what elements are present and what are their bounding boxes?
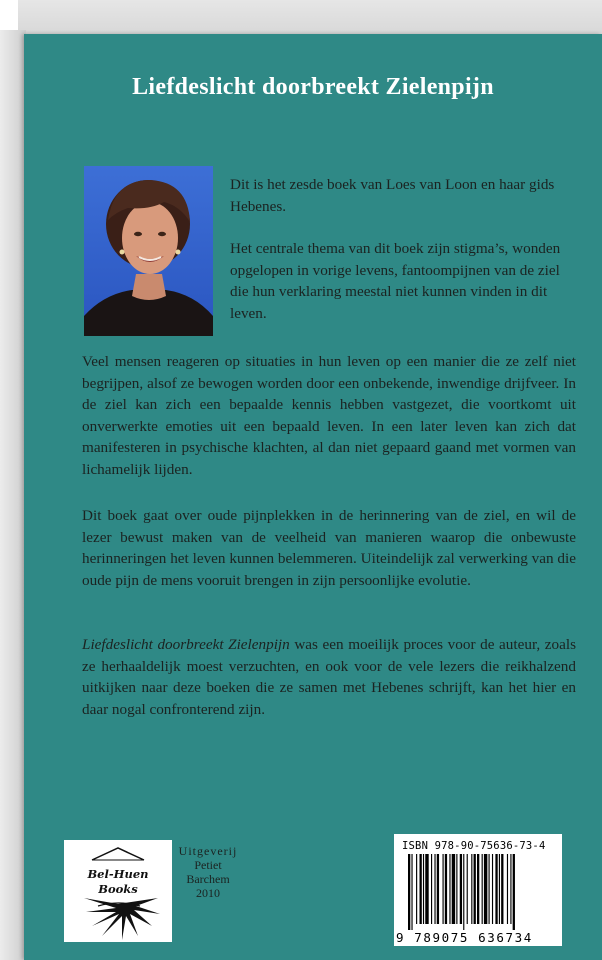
barcode-bar xyxy=(416,854,417,924)
barcode-bar xyxy=(489,854,490,924)
barcode-bar xyxy=(510,854,511,924)
barcode-bar xyxy=(477,854,479,924)
barcode-bar xyxy=(445,854,447,924)
barcode-bar xyxy=(467,854,468,924)
logo-text-line-2: Books xyxy=(98,882,138,896)
barcode-bar xyxy=(425,854,428,924)
barcode-bar xyxy=(420,854,422,924)
body-paragraph-2: Dit boek gaat over oude pijnplekken in de herinnering van de ziel, en wil de lezer bewust maken van de veelheid van manieren waarop die onbewuste herinneringen het leven kunnen belemmeren. Uiteindelijk zal verwerking van die oude pijn de mens vooruit brengen in zijn persoonlijke evolutie. xyxy=(82,507,576,589)
intro-paragraph: Dit is het zesde boek van Loes van Loon en haar gids Hebenes. xyxy=(230,176,555,215)
barcode-bar xyxy=(411,854,412,930)
barcode-bar xyxy=(507,854,508,924)
logo-text-line-1: Bel-Huen xyxy=(87,867,149,881)
barcode-bar xyxy=(482,854,483,924)
barcode-bar xyxy=(492,854,493,924)
publisher-year: 2010 xyxy=(196,886,220,900)
barcode-bar xyxy=(499,854,500,924)
barcode-bar xyxy=(501,854,503,924)
barcode-bar xyxy=(437,854,439,924)
body-paragraph-3 xyxy=(82,634,576,720)
publisher-city: Barchem xyxy=(186,872,230,886)
barcode-bar xyxy=(434,854,435,924)
barcode-bar xyxy=(443,854,444,924)
theme-paragraph: Het centrale thema van dit boek zijn stigma’s, wonden opgelopen in vorige levens, fantoompijnen van de ziel die hun verklaring meestal niet kunnen vinden in dit leven. xyxy=(230,240,561,322)
barcode-bar xyxy=(474,854,476,924)
barcode-bar xyxy=(449,854,450,924)
publisher-info xyxy=(172,844,244,900)
author-photo xyxy=(84,166,213,336)
back-cover xyxy=(24,34,602,960)
publisher-logo xyxy=(64,840,172,942)
isbn-label: ISBN 978-90-75636-73-4 xyxy=(402,840,546,852)
barcode-bar xyxy=(471,854,472,924)
body-paragraph-1: Veel mensen reageren op situaties in hun leven op een manier die ze zelf niet begrijpen, alsof ze bewogen worden door een onbekende, inwendige drijfveer. In de ziel kan zich een bepaalde kennis hebben vastgezet, die voortkomt uit onverwerkte emoties uit een bepaald leven. In een later leven kan zich dat manifesteren in psychische klachten, al dan niet gepaard gaand met vormen van lichamelijk lijden. xyxy=(82,353,576,478)
book-title: Liefdeslicht doorbreekt Zielenpijn xyxy=(132,74,494,100)
barcode-bar xyxy=(513,854,515,930)
italic-book-title: Liefdeslicht doorbreekt Zielenpijn xyxy=(82,636,290,653)
publisher-label: Uitgeverij xyxy=(178,844,238,858)
barcode-bars xyxy=(408,854,558,930)
barcode-number: 9 789075 636734 xyxy=(396,930,533,945)
barcode-bar xyxy=(456,854,457,924)
barcode-bar xyxy=(423,854,424,924)
barcode-bar xyxy=(463,854,464,930)
barcode-bar xyxy=(408,854,410,930)
publisher-name: Petiet xyxy=(194,858,222,872)
barcode-bar xyxy=(452,854,455,924)
barcode-bar xyxy=(431,854,432,924)
body-paragraph-3-text: was een moeilijk proces voor de auteur, zoals ze herhaaldelijk moest verzuchten, en ook voor de vele lezers die reikhalzend uitkijken naar deze boeken die ze samen met Hebenes schrijft, kan het hier en daar nogal confronterend zijn. xyxy=(82,636,577,718)
barcode-box xyxy=(394,834,562,946)
barcode-bar xyxy=(495,854,497,924)
book-side-edge xyxy=(0,30,26,960)
barcode-bar xyxy=(460,854,462,924)
barcode-bar xyxy=(484,854,487,924)
